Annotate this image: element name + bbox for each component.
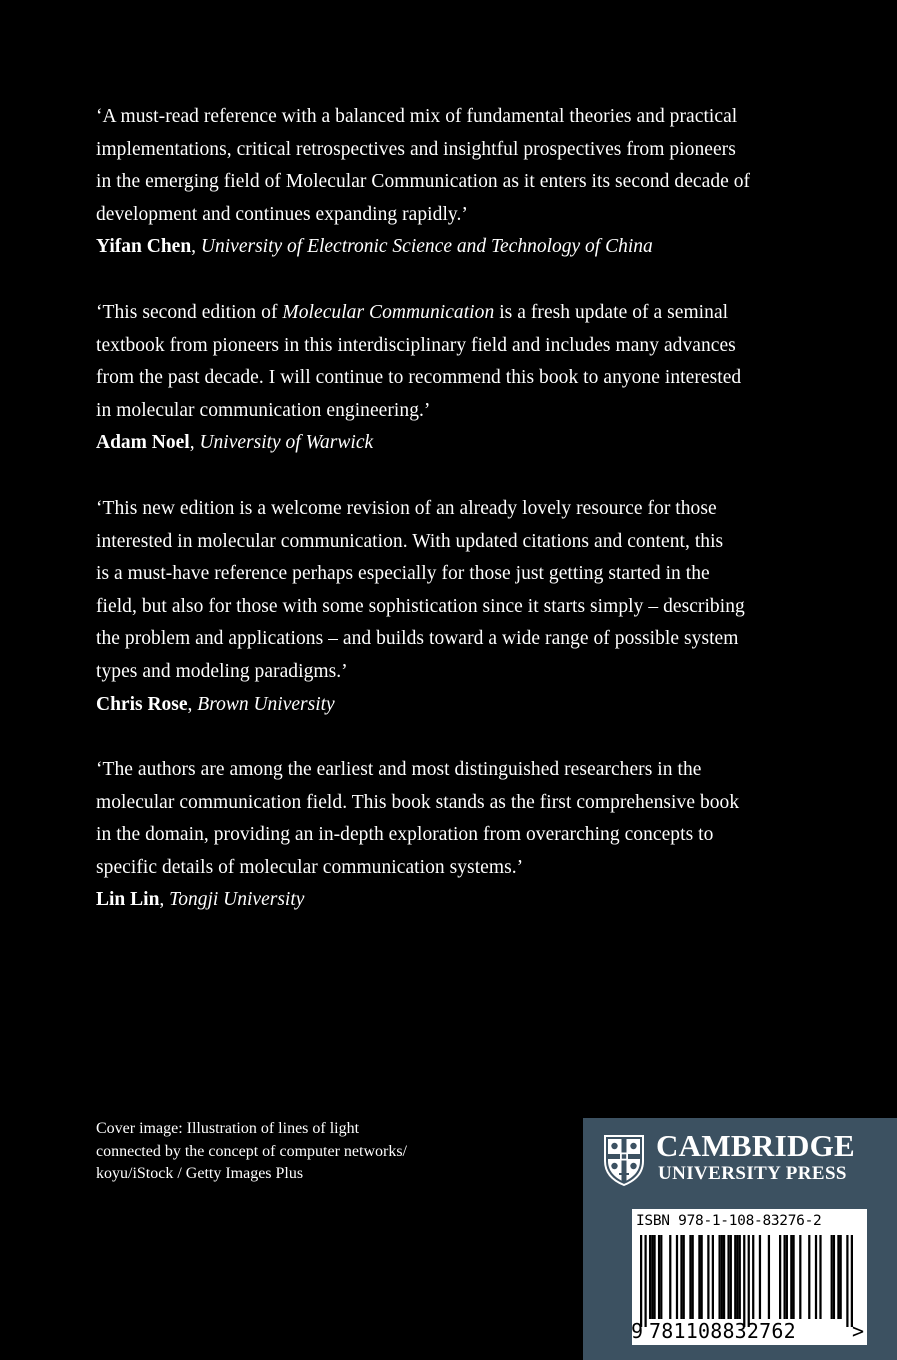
barcode-quiet-zone-arrow: > [852,1319,865,1343]
quote-line: ‘A must-read reference with a balanced mix of fundamental theories and practical [96,106,738,127]
barcode-bar [651,1235,653,1319]
barcode-guard-bar [743,1235,745,1327]
barcode-bar [819,1235,821,1319]
barcode-bar [707,1235,709,1319]
quote-text: ‘This second edition of [96,301,283,323]
quote-line: interested in molecular communication. With updated citations and content, this [96,530,724,552]
attribution-separator: , [187,693,198,715]
barcode-bar [799,1235,801,1319]
endorser-institution: University of Warwick [199,432,374,454]
barcode-bar [833,1235,835,1319]
barcode-guard-bar [748,1235,750,1327]
publisher-name: CAMBRIDGE [656,1128,856,1163]
quote-line: the problem and applications – and builds toward a wide range of possible system [96,628,739,650]
quote-line: implementations, critical retrospectives and insightful prospectives from pioneers [96,138,736,160]
attribution [96,231,826,264]
barcode-guard-bar [851,1235,853,1327]
barcode-bar [701,1235,703,1319]
publisher-panel [583,1118,897,1360]
barcode-bar [786,1235,788,1319]
quote-line: ‘The authors are among the earliest and most distinguished researchers in the [96,759,702,781]
barcode-bar [669,1235,671,1319]
quote-line: field, but also for those with some sophistication since it starts simply – describing [96,595,745,617]
barcode-bar [712,1235,714,1319]
quote-line: types and modeling paradigms.’ [96,660,348,682]
quote-text: is a fresh update of a seminal [494,301,729,323]
quote-line: textbook from pioneers in this interdisciplinary field and includes many advances [96,334,736,356]
barcode-bar [792,1235,794,1319]
quote-line: specific details of molecular communication systems.’ [96,856,524,878]
barcode-bar [734,1235,736,1319]
endorsement-chris-rose [96,493,826,721]
barcode-bar [759,1235,761,1319]
barcode-bar [676,1235,678,1319]
cover-image-credit [96,1118,516,1186]
book-title: Molecular Communication [282,301,495,323]
barcode-guard-bar [846,1235,848,1327]
barcode-bar [692,1235,694,1319]
isbn-label: ISBN 978-1-108-83276-2 [636,1213,822,1229]
barcode-bar [831,1235,833,1319]
quote-line: from the past decade. I will continue to recommend this book to anyone interested [96,367,742,389]
credit-line: connected by the concept of computer networks/ [96,1142,407,1160]
quote-line: molecular communication field. This book stands as the first comprehensive book [96,791,740,813]
quote-line: is a must-have reference perhaps especially for those just getting started in the [96,563,710,585]
barcode-bar [683,1235,685,1319]
barcode-digit-groups: 781108832762 [649,1319,796,1343]
barcode-first-digit: 9 [631,1319,644,1343]
barcode-guard-bar [640,1235,642,1327]
endorser-name: Yifan Chen [96,236,192,258]
quote-line: in the domain, providing an in-depth exploration from overarching concepts to [96,824,714,846]
attribution [96,689,826,722]
endorser-name: Adam Noel [96,432,190,454]
endorser-name: Chris Rose [96,693,188,715]
barcode-bar [658,1235,660,1319]
credit-line: Cover image: Illustration of lines of light [96,1120,360,1137]
quote-line: in molecular communication engineering.’ [96,399,431,421]
endorsements [96,101,826,950]
barcode-bar [739,1235,741,1319]
attribution-separator: , [191,236,201,258]
barcode-bar [815,1235,817,1319]
barcode-bar [808,1235,810,1319]
barcode-bars [640,1235,853,1327]
barcode-bar [783,1235,785,1319]
endorsement-yifan-chen [96,101,826,264]
barcode-guard-bar [644,1235,646,1327]
quote-line: development and continues expanding rapidly.’ [96,203,468,225]
endorser-institution: Brown University [197,693,335,715]
attribution [96,427,826,460]
quote-line: ‘This new edition is a welcome revision of an already lovely resource for those [96,497,717,519]
endorser-name: Lin Lin [96,889,160,911]
barcode-bar [698,1235,700,1319]
barcode-bar [768,1235,770,1319]
publisher-subtitle: UNIVERSITY PRESS [658,1163,847,1184]
isbn-barcode [632,1209,867,1345]
attribution-separator: , [189,432,200,454]
barcode-bar [736,1235,738,1319]
barcode-bar [779,1235,781,1319]
barcode-bar [653,1235,655,1319]
endorsement-adam-noel [96,297,826,460]
endorsement-lin-lin [96,754,826,917]
barcode-bar [723,1235,725,1319]
cambridge-shield-icon [602,1133,646,1187]
barcode-bar [730,1235,732,1319]
barcode-bar [840,1235,842,1319]
attribution-separator: , [159,889,170,911]
barcode-bar [752,1235,754,1319]
credit-line: koyu/iStock / Getty Images Plus [96,1165,304,1182]
barcode-bar [721,1235,723,1319]
barcode-bar [649,1235,651,1319]
barcode-bar [689,1235,691,1319]
endorser-institution: Tongji University [169,889,305,911]
endorser-institution: University of Electronic Science and Technology of China [200,236,653,258]
barcode-bar [727,1235,729,1319]
barcode-bar [790,1235,792,1319]
barcode-bar [718,1235,720,1319]
quote-line [96,297,826,330]
attribution [96,884,826,917]
barcode-bar [680,1235,682,1319]
quote-line: in the emerging field of Molecular Communication as it enters its second decade of [96,171,751,193]
barcode-bar [837,1235,839,1319]
barcode-bar [660,1235,662,1319]
